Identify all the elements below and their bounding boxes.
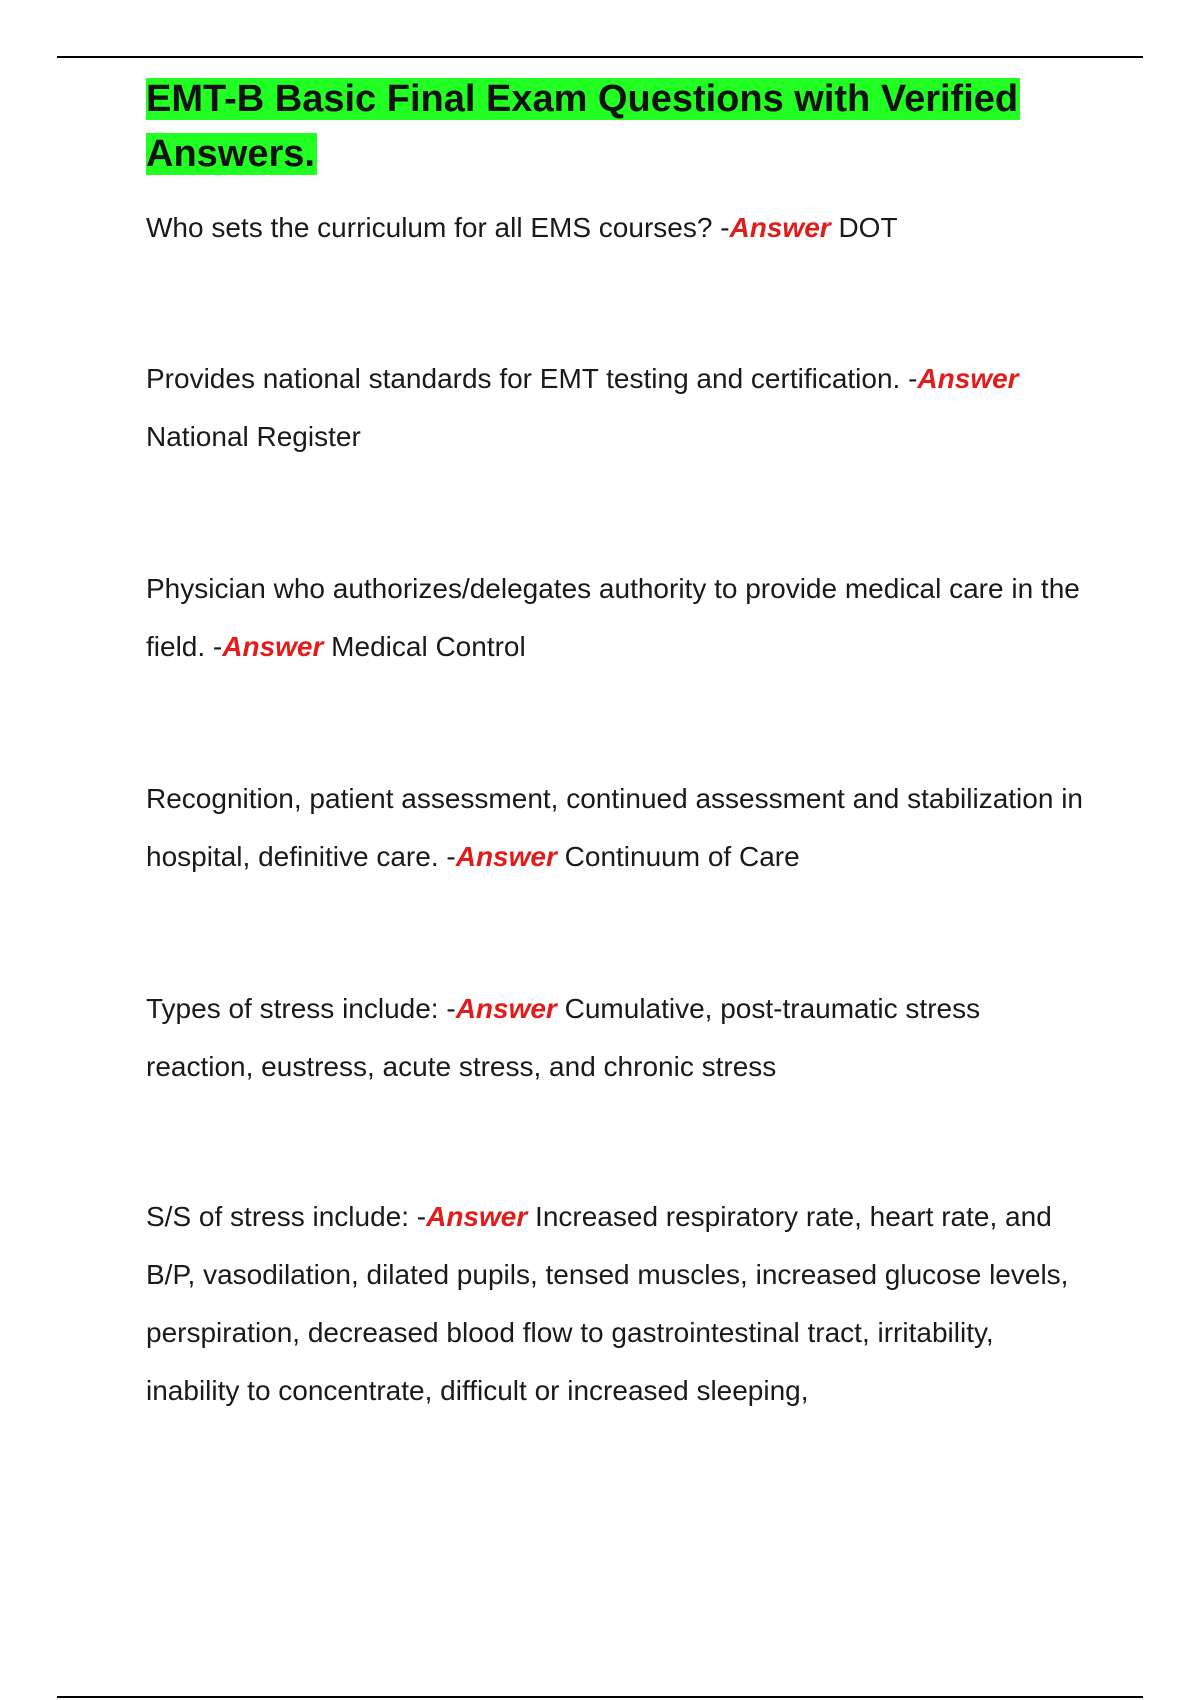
answer-marker: Answer xyxy=(729,212,831,243)
answer-marker: Answer xyxy=(455,993,557,1024)
bottom-divider xyxy=(57,1696,1143,1698)
question-text: Provides national standards for EMT testing and certification. - xyxy=(146,363,918,394)
answer-text: DOT xyxy=(830,212,898,243)
answer-text: Medical Control xyxy=(323,631,526,662)
answer-text: Increased respiratory rate, heart rate, and B/P, vasodilation, dilated pupils, tensed muscles, increased glucose levels, perspiration, decreased blood flow to gastrointestinal tract, irritability, inability to concentrate, difficult or increased sleeping, xyxy=(146,1201,1069,1406)
top-divider xyxy=(57,56,1143,58)
qa-item-5 xyxy=(146,980,1091,1096)
question-text: Types of stress include: - xyxy=(146,993,456,1024)
page-title-text: EMT-B Basic Final Exam Questions with Verified Answers. xyxy=(146,78,1019,175)
answer-text: National Register xyxy=(146,421,361,452)
answer-text: Cumulative, post-traumatic stress reaction, eustress, acute stress, and chronic stress xyxy=(146,993,981,1082)
answer-marker: Answer xyxy=(455,841,557,872)
question-text: Physician who authorizes/delegates authority to provide medical care in the field. - xyxy=(146,573,1080,662)
qa-item-3 xyxy=(146,560,1091,676)
qa-item-4 xyxy=(146,770,1091,886)
answer-marker: Answer xyxy=(426,1201,528,1232)
page-title xyxy=(146,72,1026,182)
answer-text: Continuum of Care xyxy=(556,841,800,872)
qa-item-6 xyxy=(146,1188,1091,1420)
question-text: S/S of stress include: - xyxy=(146,1201,427,1232)
answer-marker: Answer xyxy=(917,363,1019,394)
qa-item-1 xyxy=(146,199,1091,257)
answer-marker: Answer xyxy=(222,631,324,662)
question-text: Recognition, patient assessment, continued assessment and stabilization in hospital, definitive care. - xyxy=(146,783,1083,872)
qa-item-2 xyxy=(146,350,1091,466)
question-text: Who sets the curriculum for all EMS courses? - xyxy=(146,212,730,243)
